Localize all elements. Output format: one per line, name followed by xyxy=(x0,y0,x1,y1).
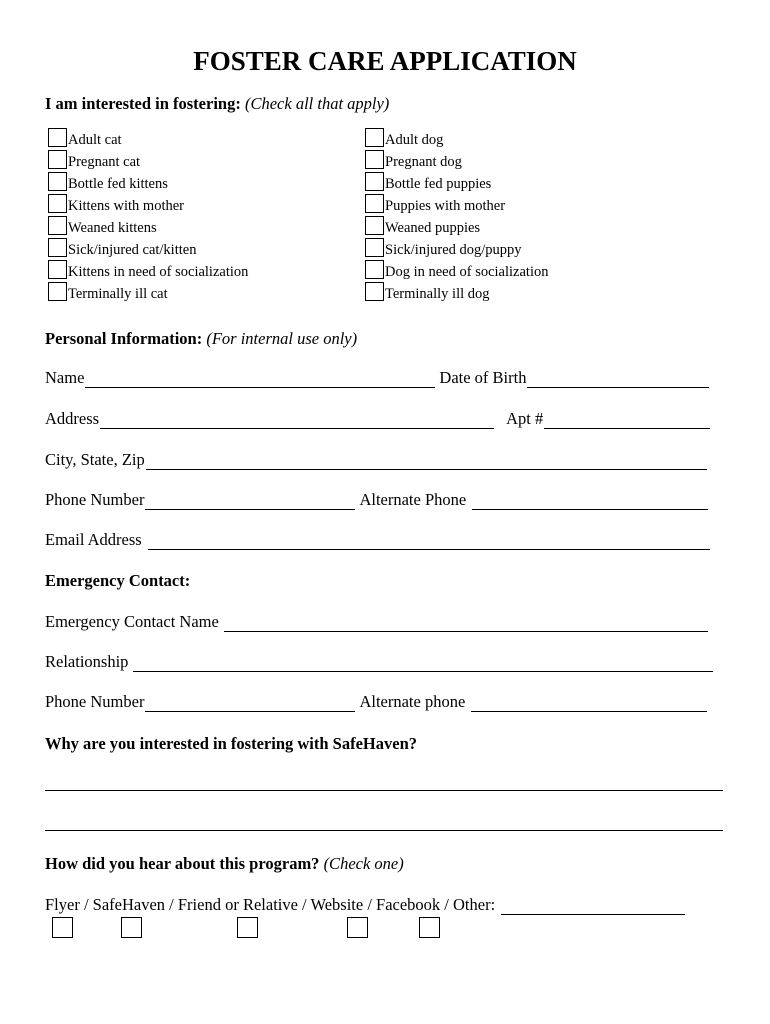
source-heading xyxy=(45,854,404,874)
city-row xyxy=(45,450,711,470)
dog-option-checkbox[interactable] xyxy=(365,128,384,147)
why-answer-line-1[interactable] xyxy=(45,789,723,791)
personal-heading-text: Personal Information: xyxy=(45,329,203,348)
source-options-label: Flyer / SafeHaven / Friend or Relative / Website / Facebook / Other: xyxy=(45,895,496,914)
cat-option-label: Adult cat xyxy=(68,132,122,148)
source-safehaven-checkbox[interactable] xyxy=(121,917,142,938)
personal-heading xyxy=(45,329,357,349)
dog-option-label: Bottle fed puppies xyxy=(385,176,492,192)
alt-phone-label: Alternate Phone xyxy=(359,490,467,509)
dog-option-checkbox[interactable] xyxy=(365,172,384,191)
phone-label: Phone Number xyxy=(45,490,145,509)
name-field[interactable] xyxy=(85,373,435,388)
cat-option-checkbox[interactable] xyxy=(48,150,67,169)
apt-label: Apt # xyxy=(506,409,544,428)
cat-option-checkbox[interactable] xyxy=(48,216,67,235)
emergency-name-field[interactable] xyxy=(224,617,708,632)
phone-field[interactable] xyxy=(145,495,355,510)
emergency-heading: Emergency Contact: xyxy=(45,571,191,590)
source-flyer-checkbox[interactable] xyxy=(52,917,73,938)
dog-option-checkbox[interactable] xyxy=(365,260,384,279)
source-website-checkbox[interactable] xyxy=(347,917,368,938)
cat-option-label: Sick/injured cat/kitten xyxy=(68,242,197,258)
address-label: Address xyxy=(45,409,100,428)
emergency-alt-phone-label: Alternate phone xyxy=(359,692,466,711)
source-other-field[interactable] xyxy=(501,900,685,915)
source-heading-note: (Check one) xyxy=(323,854,404,873)
dog-option-label: Sick/injured dog/puppy xyxy=(385,242,522,258)
relationship-label: Relationship xyxy=(45,652,129,671)
source-facebook-checkbox[interactable] xyxy=(419,917,440,938)
relationship-row xyxy=(45,652,717,672)
cat-option-label: Bottle fed kittens xyxy=(68,176,168,192)
emergency-alt-phone-field[interactable] xyxy=(471,697,707,712)
emergency-phone-row xyxy=(45,692,711,712)
city-label: City, State, Zip xyxy=(45,450,145,469)
fostering-heading-note: (Check all that apply) xyxy=(244,94,390,113)
fostering-heading xyxy=(45,94,389,114)
cat-option-checkbox[interactable] xyxy=(48,172,67,191)
cat-option-label: Pregnant cat xyxy=(68,154,141,170)
cat-option-checkbox[interactable] xyxy=(48,282,67,301)
email-field[interactable] xyxy=(148,535,710,550)
cat-option-checkbox[interactable] xyxy=(48,194,67,213)
dog-option-label: Pregnant dog xyxy=(385,154,462,170)
personal-heading-note: (For internal use only) xyxy=(206,329,358,348)
dog-option-checkbox[interactable] xyxy=(365,216,384,235)
cat-option-label: Kittens with mother xyxy=(68,198,184,214)
why-answer-line-2[interactable] xyxy=(45,829,723,831)
dog-option-label: Dog in need of socialization xyxy=(385,264,549,280)
source-heading-text: How did you hear about this program? xyxy=(45,854,320,873)
cat-option-checkbox[interactable] xyxy=(48,260,67,279)
name-label: Name xyxy=(45,368,85,387)
cat-option-label: Weaned kittens xyxy=(68,220,157,236)
emergency-phone-field[interactable] xyxy=(145,697,355,712)
cat-option-checkbox[interactable] xyxy=(48,238,67,257)
dog-option-label: Weaned puppies xyxy=(385,220,481,236)
address-row xyxy=(45,409,714,429)
apt-field[interactable] xyxy=(544,414,710,429)
address-field[interactable] xyxy=(100,414,494,429)
dog-option-checkbox[interactable] xyxy=(365,282,384,301)
email-row xyxy=(45,530,714,550)
dog-option-checkbox[interactable] xyxy=(365,150,384,169)
source-options-row xyxy=(45,895,689,915)
emergency-name-row xyxy=(45,612,712,632)
emergency-phone-label: Phone Number xyxy=(45,692,145,711)
email-label: Email Address xyxy=(45,530,142,549)
phone-row xyxy=(45,490,712,510)
why-heading: Why are you interested in fostering with SafeHaven? xyxy=(45,734,417,753)
dob-field[interactable] xyxy=(527,373,709,388)
dog-option-label: Terminally ill dog xyxy=(385,286,490,302)
dog-option-label: Adult dog xyxy=(385,132,444,148)
city-field[interactable] xyxy=(146,455,707,470)
name-row xyxy=(45,368,713,388)
alt-phone-field[interactable] xyxy=(472,495,708,510)
cat-option-label: Terminally ill cat xyxy=(68,286,168,302)
dog-option-checkbox[interactable] xyxy=(365,238,384,257)
dog-option-label: Puppies with mother xyxy=(385,198,506,214)
relationship-field[interactable] xyxy=(133,657,713,672)
page-title: FOSTER CARE APPLICATION xyxy=(193,46,577,76)
dob-label: Date of Birth xyxy=(439,368,527,387)
fostering-heading-text: I am interested in fostering: xyxy=(45,94,241,113)
cat-option-label: Kittens in need of socialization xyxy=(68,264,249,280)
cat-option-checkbox[interactable] xyxy=(48,128,67,147)
dog-option-checkbox[interactable] xyxy=(365,194,384,213)
source-friend-checkbox[interactable] xyxy=(237,917,258,938)
emergency-name-label: Emergency Contact Name xyxy=(45,612,219,631)
